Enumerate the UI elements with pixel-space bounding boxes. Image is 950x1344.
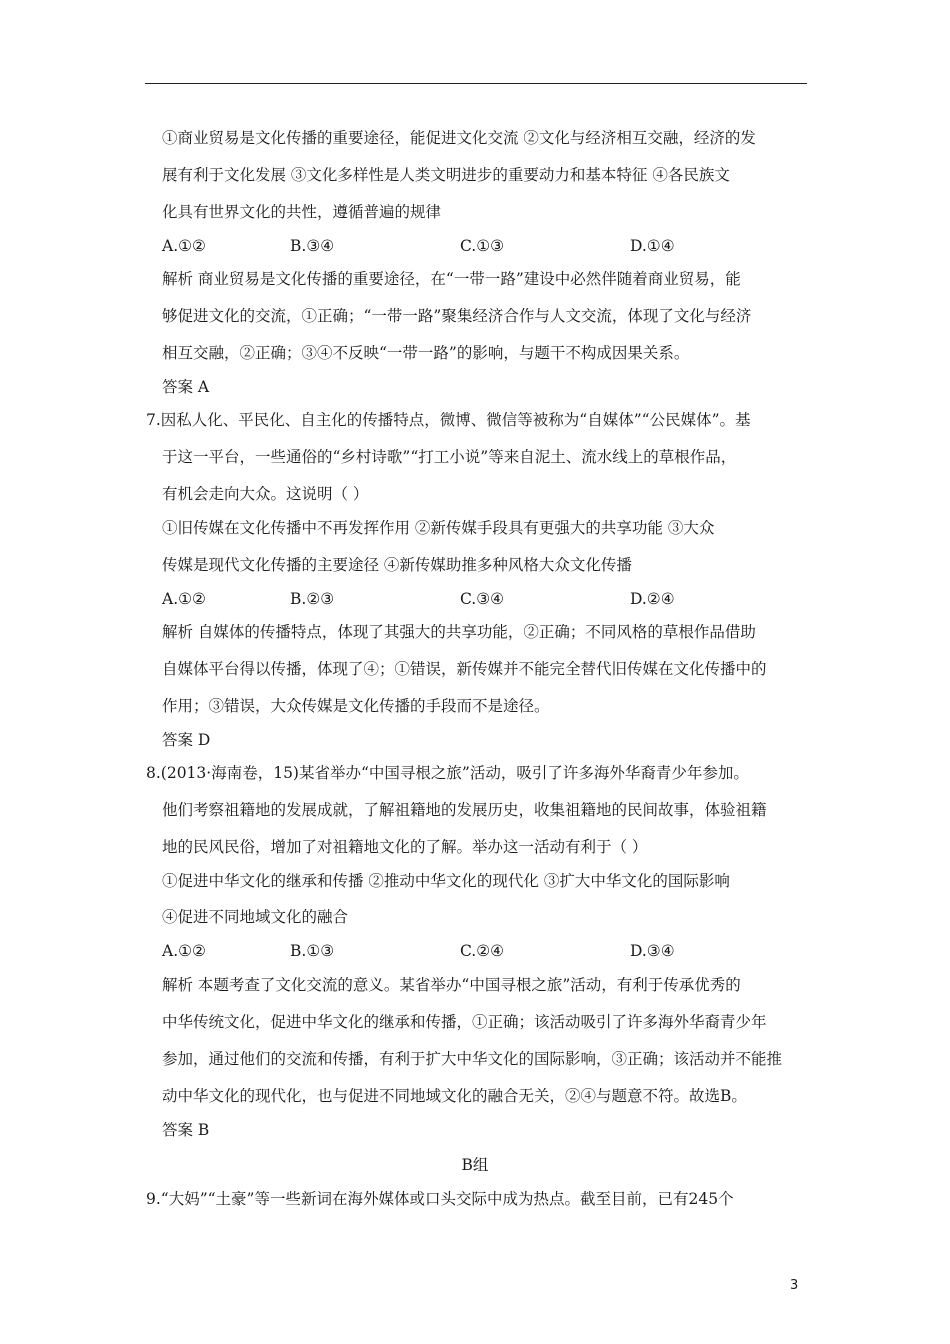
q6-statement-line-1: ①商业贸易是文化传播的重要途径，能促进文化交流 ②文化与经济相互交融，经济的发 [162,129,756,147]
q8-analysis-line-1: 解析 本题考查了文化交流的意义。某省举办“中国寻根之旅”活动，有利于传承优秀的 [162,976,741,994]
header-rule [145,83,807,84]
q8-option-d: D.③④ [630,942,675,960]
q8-statement-line-2: ④促进不同地域文化的融合 [162,908,349,926]
q7-option-b: B.②③ [290,590,335,608]
q8-analysis-line-4: 动中华文化的现代化，也与促进不同地域文化的融合无关，②④与题意不符。故选B。 [162,1087,747,1105]
q6-analysis-line-2: 够促进文化的交流，①正确；“一带一路”聚集经济合作与人文交流，体现了文化与经济 [162,307,752,325]
q7-statement-line-1: ①旧传媒在文化传播中不再发挥作用 ②新传媒手段具有更强大的共享功能 ③大众 [162,519,715,537]
q7-option-d: D.②④ [630,590,675,608]
q6-analysis-line-3: 相互交融，②正确；③④不反映“一带一路”的影响，与题干不构成因果关系。 [162,344,690,362]
q8-statement-line-1: ①促进中华文化的继承和传播 ②推动中华文化的现代化 ③扩大中华文化的国际影响 [162,872,730,890]
q6-option-c: C.①③ [460,237,505,255]
q8-analysis-line-3: 参加，通过他们的交流和传播，有利于扩大中华文化的国际影响，③正确；该活动并不能推 [162,1050,783,1068]
q6-option-b: B.③④ [290,237,335,255]
q7-option-c: C.③④ [460,590,505,608]
q8-stem-line-2: 他们考察祖籍地的发展成就，了解祖籍地的发展历史，收集祖籍地的民间故事，体验祖籍 [162,801,767,819]
q8-analysis-line-2: 中华传统文化，促进中华文化的继承和传播，①正确；该活动吸引了许多海外华裔青少年 [162,1013,767,1031]
q7-answer: 答案 D [162,731,211,749]
q7-stem-line-2: 于这一平台，一些通俗的“乡村诗歌”“打工小说”等来自泥土、流水线上的草根作品， [162,448,737,466]
q6-answer: 答案 A [162,378,210,396]
q8-stem-line-3: 地的民风民俗，增加了对祖籍地文化的了解。举办这一活动有利于（ ） [162,838,648,856]
q6-statement-line-2: 展有利于文化发展 ③文化多样性是人类文明进步的重要动力和基本特征 ④各民族文 [162,166,730,184]
q6-option-d: D.①④ [630,237,675,255]
q6-option-a: A.①② [162,237,206,255]
q7-analysis-line-3: 作用；③错误，大众传媒是文化传播的手段而不是途径。 [162,697,550,715]
q7-stem-line-3: 有机会走向大众。这说明（ ） [162,485,369,503]
q6-statement-line-3: 化具有世界文化的共性，遵循普遍的规律 [162,203,442,221]
q6-analysis-line-1: 解析 商业贸易是文化传播的重要途径，在“一带一路”建设中必然伴随着商业贸易，能 [162,270,741,288]
page-number: 3 [790,1278,799,1293]
q7-analysis-line-2: 自媒体平台得以传播，体现了④；①错误，新传媒并不能完全替代旧传媒在文化传播中的 [162,660,767,678]
q8-option-c: C.②④ [460,942,505,960]
q8-answer: 答案 B [162,1121,210,1139]
q8-option-b: B.①③ [290,942,335,960]
q7-analysis-line-1: 解析 自媒体的传播特点，体现了其强大的共享功能，②正确；不同风格的草根作品借助 [162,623,756,641]
q7-stem-line-1: 7.因私人化、平民化、自主化的传播特点，微博、微信等被称为“自媒体”“公民媒体”。基 [146,411,751,429]
q7-statement-line-2: 传媒是现代文化传播的主要途径 ④新传媒助推多种风格大众文化传播 [162,556,632,574]
q9-stem-line-1: 9.“大妈”“土豪”等一些新词在海外媒体或口头交际中成为热点。截至目前，已有245个 [146,1190,734,1208]
q7-option-a: A.①② [162,590,206,608]
q8-stem-line-1: 8.(2013·海南卷，15)某省举办“中国寻根之旅”活动，吸引了许多海外华裔青少年参加。 [146,764,749,782]
q8-option-a: A.①② [162,942,206,960]
group-b-heading: B组 [461,1156,489,1174]
